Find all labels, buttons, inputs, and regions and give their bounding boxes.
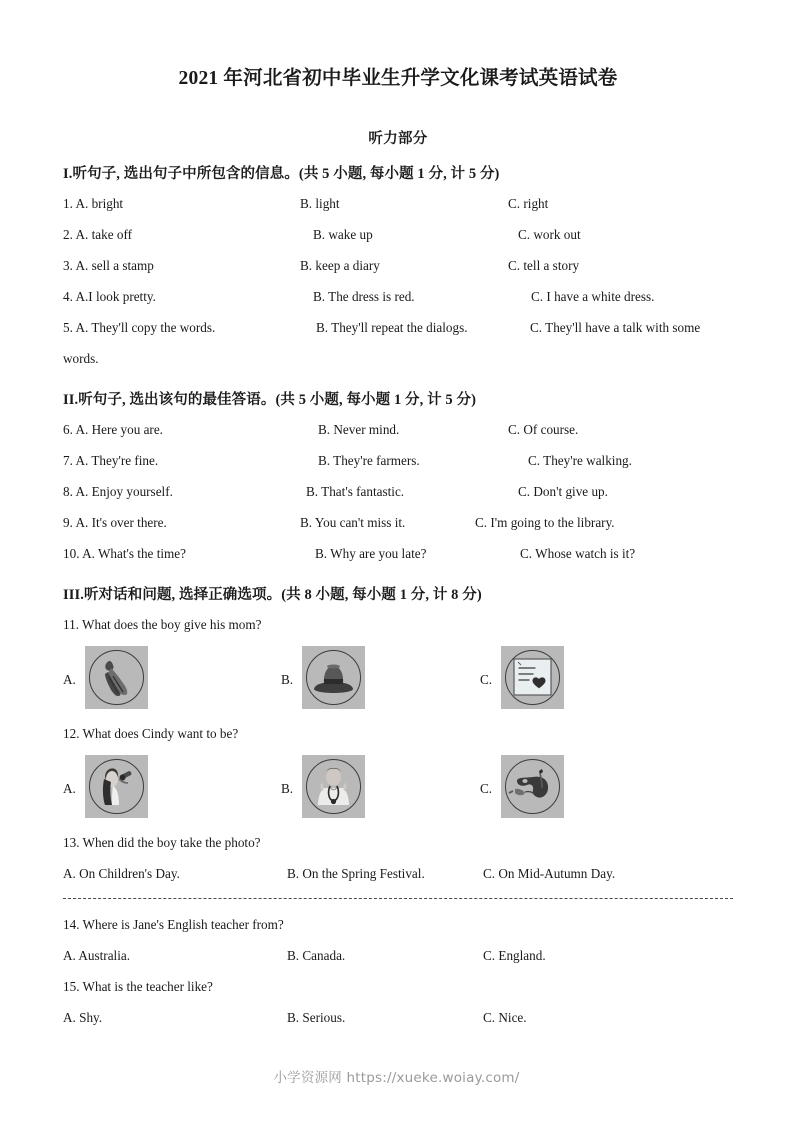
question-option-a[interactable]	[63, 538, 186, 569]
question-option-c[interactable]: C. England.	[483, 947, 546, 963]
question-option-b[interactable]: B. Never mind.	[318, 421, 400, 437]
section-heading-2: II.听句子, 选出该句的最佳答语。(共 5 小题, 每小题 1 分, 计 5 分)	[63, 392, 477, 409]
question-option-c[interactable]: C. On Mid-Autumn Day.	[483, 865, 616, 881]
question-option-a[interactable]	[63, 281, 156, 312]
question-option-a[interactable]: A. Australia.	[63, 947, 131, 963]
option-a-text: A. Here you are.	[75, 421, 163, 437]
picture-option-c[interactable]	[480, 642, 564, 714]
question-row	[63, 538, 733, 569]
question-option-c[interactable]: C. right	[508, 196, 549, 212]
question-option-b[interactable]: B. On the Spring Festival.	[287, 865, 425, 881]
question-option-a[interactable]: A. On Children's Day.	[63, 865, 180, 881]
option-a-text: A. sell a stamp	[75, 258, 154, 274]
question-option-a[interactable]	[63, 476, 173, 507]
question-option-b[interactable]: B. wake up	[313, 227, 373, 243]
option-a-text: A. They're fine.	[75, 452, 159, 468]
question-option-c[interactable]: C. Whose watch is it?	[520, 545, 636, 561]
question-row	[63, 476, 733, 507]
option-a-text: A. They'll copy the words.	[75, 320, 216, 336]
question-option-c[interactable]: C. work out	[518, 227, 581, 243]
question-row	[63, 1002, 733, 1033]
option-a-text: A. bright	[75, 196, 124, 212]
page-break-separator	[63, 898, 733, 900]
painter-palette-image	[501, 755, 564, 818]
question-option-a[interactable]	[63, 445, 158, 476]
question-option-b[interactable]: B. keep a diary	[300, 258, 380, 274]
question-option-b[interactable]: B. light	[300, 196, 340, 212]
image-ring	[89, 650, 144, 705]
question-row	[63, 445, 733, 476]
section-heading-1: I.听句子, 选出句子中所包含的信息。(共 5 小题, 每小题 1 分, 计 5 分)	[63, 166, 500, 183]
picture-option-c[interactable]	[480, 751, 564, 823]
question-option-b[interactable]: B. Why are you late?	[315, 545, 427, 561]
question-option-c[interactable]: C. Of course.	[508, 421, 579, 437]
question-stem-11: 11. What does the boy give his mom?	[63, 616, 262, 632]
question-option-c[interactable]: C. Nice.	[483, 1009, 527, 1025]
question-row	[63, 281, 733, 312]
image-ring	[306, 759, 361, 814]
picture-option-row	[63, 642, 733, 718]
option-a-text: A. What's the time?	[82, 545, 187, 561]
question-option-c[interactable]: C. tell a story	[508, 258, 580, 274]
scarf-image	[85, 646, 148, 709]
picture-option-a-label: A.	[63, 671, 76, 687]
question-number: 3.	[63, 258, 73, 274]
option-a-text: A. take off	[75, 227, 132, 243]
image-ring	[505, 759, 560, 814]
picture-option-a[interactable]	[63, 751, 148, 823]
option-a-text: A. It's over there.	[75, 514, 167, 530]
question-option-b[interactable]: B. Canada.	[287, 947, 346, 963]
question-row	[63, 507, 733, 538]
hat-image	[302, 646, 365, 709]
question-row	[63, 858, 733, 889]
singer-image	[85, 755, 148, 818]
question-row	[63, 414, 733, 445]
greeting-card-image	[501, 646, 564, 709]
question-option-b[interactable]: B. You can't miss it.	[300, 514, 406, 530]
question-row	[63, 219, 733, 250]
picture-option-a-label: A.	[63, 780, 76, 796]
question-option-b[interactable]: B. They're farmers.	[318, 452, 420, 468]
question-option-c[interactable]: C. They'll have a talk with some	[530, 320, 701, 336]
picture-option-b-label: B.	[281, 671, 294, 687]
question-option-b[interactable]: B. Serious.	[287, 1009, 346, 1025]
image-ring	[306, 650, 361, 705]
picture-option-c-label: C.	[480, 780, 493, 796]
picture-option-b-label: B.	[281, 780, 294, 796]
question-number: 5.	[63, 320, 73, 336]
footer-watermark: 小学资源网 https://xueke.woiay.com/	[273, 1070, 520, 1086]
picture-option-b[interactable]	[281, 751, 365, 823]
question-number: 2.	[63, 227, 73, 243]
picture-option-row	[63, 751, 733, 827]
question-option-c[interactable]: C. I'm going to the library.	[475, 514, 615, 530]
document-content	[63, 0, 733, 1033]
question-row	[63, 188, 733, 219]
question-stem-12: 12. What does Cindy want to be?	[63, 725, 239, 741]
page-title: 2021 年河北省初中毕业生升学文化课考试英语试卷	[178, 68, 618, 89]
listening-part-heading: 听力部分	[368, 131, 428, 148]
question-row	[63, 312, 733, 343]
question-number: 10.	[63, 545, 80, 561]
picture-option-a[interactable]	[63, 642, 148, 714]
question-option-c[interactable]: C. They're walking.	[528, 452, 632, 468]
question-option-a[interactable]	[63, 414, 163, 445]
picture-option-b[interactable]	[281, 642, 365, 714]
question-number: 9.	[63, 514, 73, 530]
question-stem-13: 13. When did the boy take the photo?	[63, 834, 261, 850]
question-option-c[interactable]: C. I have a white dress.	[531, 289, 655, 305]
question-option-a[interactable]	[63, 507, 167, 538]
question-number: 1.	[63, 196, 73, 212]
question-option-a[interactable]	[63, 188, 123, 219]
question-number: 4.	[63, 289, 73, 305]
question-number: 7.	[63, 452, 73, 468]
question-option-b[interactable]: B. They'll repeat the dialogs.	[316, 320, 468, 336]
picture-option-c-label: C.	[480, 671, 493, 687]
doctor-image	[302, 755, 365, 818]
question-row	[63, 250, 733, 281]
question-option-c-continuation: words.	[63, 351, 99, 367]
question-option-a[interactable]	[63, 219, 132, 250]
question-number: 8.	[63, 483, 73, 499]
question-option-b[interactable]: B. That's fantastic.	[306, 483, 405, 499]
option-a-text: A.I look pretty.	[75, 289, 156, 305]
question-option-a[interactable]	[63, 250, 154, 281]
question-stem-14: 14. Where is Jane's English teacher from?	[63, 916, 284, 932]
image-ring	[505, 650, 560, 705]
question-option-c[interactable]: C. Don't give up.	[518, 483, 608, 499]
question-number: 6.	[63, 421, 73, 437]
question-option-b[interactable]: B. The dress is red.	[313, 289, 415, 305]
question-row	[63, 940, 733, 971]
section-heading-3: III.听对话和问题, 选择正确选项。(共 8 小题, 每小题 1 分, 计 8 分)	[63, 586, 482, 603]
question-option-a[interactable]: A. Shy.	[63, 1009, 103, 1025]
image-ring	[89, 759, 144, 814]
option-a-text: A. Enjoy yourself.	[75, 483, 173, 499]
question-option-a[interactable]	[63, 312, 215, 343]
question-stem-15: 15. What is the teacher like?	[63, 978, 213, 994]
